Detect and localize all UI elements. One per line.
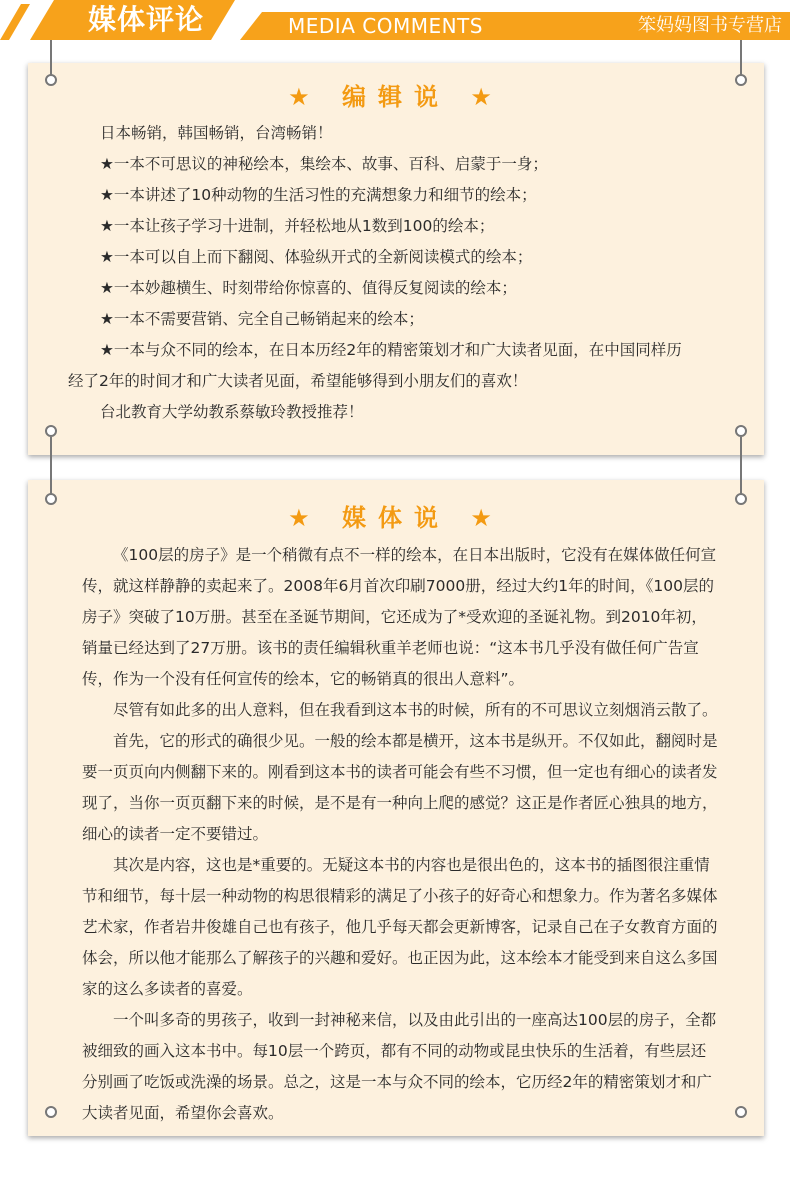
editor-line: ★一本讲述了10种动物的生活习性的充满想象力和细节的绘本； <box>100 186 537 204</box>
media-paragraph: 首先，它的形式的确很少见。一般的绘本都是横开，这本书是纵开。不仅如此，翻阅时是要一页页向内侧翻下来的。刚看到这本书的读者可能会有些不习惯，但一定也有细心的读者发现了，当你一页页翻下来的时候，是不是有一种向上爬的感觉？这正是作者匠心独具的地方，细心的读者一定不要错过。 <box>82 732 718 843</box>
hanger-line <box>740 437 742 494</box>
store-name: 笨妈妈图书专营店 <box>638 15 782 36</box>
ring-icon <box>45 74 57 86</box>
editor-line: ★一本不需要营销、完全自己畅销起来的绘本； <box>100 310 424 328</box>
editor-line: 日本畅销，韩国畅销，台湾畅销！ <box>100 124 333 142</box>
editor-line: ★一本可以自上而下翻阅、体验纵开式的全新阅读模式的绘本； <box>100 248 533 266</box>
ring-icon <box>735 74 747 86</box>
media-paragraph: 尽管有如此多的出人意料，但在我看到这本书的时候，所有的不可思议立刻烟消云散了。 <box>113 701 718 719</box>
editor-line: 经了2年的时间才和广大读者见面，希望能够得到小朋友们的喜欢！ <box>68 372 528 390</box>
editor-line: ★一本与众不同的绘本，在日本历经2年的精密策划才和广大读者见面，在中国同样历 <box>100 341 682 359</box>
ring-icon <box>45 493 57 505</box>
editor-line: ★一本不可思议的神秘绘本，集绘本、故事、百科、启蒙于一身； <box>100 155 548 173</box>
editor-body <box>68 118 720 428</box>
hanger-line <box>50 40 52 75</box>
editor-line: ★一本妙趣横生、时刻带给你惊喜的、值得反复阅读的绘本； <box>100 279 517 297</box>
media-heading: ★ 媒体说 ★ <box>288 504 504 532</box>
ring-icon <box>45 425 57 437</box>
hanger-line <box>740 40 742 75</box>
banner-subtitle: MEDIA COMMENTS <box>288 14 483 38</box>
ring-icon <box>735 493 747 505</box>
media-comments-card <box>28 480 764 1136</box>
media-paragraph: 其次是内容，这也是*重要的。无疑这本书的内容也是很出色的，这本书的插图很注重情节和细节，每十层一种动物的构思很精彩的满足了小孩子的好奇心和想象力。作为著名多媒体艺术家，作者岩井俊雄自己也有孩子，他几乎每天都会更新博客，记录自己在子女教育方面的体会，所以他才能那么了解孩子的兴趣和爱好。也正因为此，这本绘本才能受到来自这么多国家的这么多读者的喜爱。 <box>82 856 718 998</box>
editor-line: ★一本让孩子学习十进制，并轻松地从1数到100的绘本； <box>100 217 495 235</box>
editor-comments-card <box>28 63 764 455</box>
header-banner <box>0 0 790 40</box>
ring-icon <box>45 1106 57 1118</box>
ring-icon <box>735 1106 747 1118</box>
media-paragraph: 《100层的房子》是一个稍微有点不一样的绘本，在日本出版时，它没有在媒体做任何宣传，就这样静静的卖起来了。2008年6月首次印刷7000册，经过大约1年的时间，《100层的房子》突破了10万册。甚至在圣诞节期间，它还成为了*受欢迎的圣诞礼物。到2010年初，销量已经达到了27万册。该书的责任编辑秋重羊老师也说：“这本书几乎没有做任何广告宣传，作为一个没有任何宣传的绘本，它的畅销真的很出人意料”。 <box>82 546 717 688</box>
banner-title: 媒体评论 <box>88 3 205 36</box>
ring-icon <box>735 425 747 437</box>
hanger-line <box>50 437 52 494</box>
media-body <box>82 540 720 1129</box>
editor-heading: ★ 编辑说 ★ <box>288 83 504 111</box>
editor-line: 台北教育大学幼教系蔡敏玲教授推荐！ <box>100 403 364 421</box>
media-paragraph: 一个叫多奇的男孩子，收到一封神秘来信，以及由此引出的一座高达100层的房子，全都被细致的画入这本书中。每10层一个跨页，都有不同的动物或昆虫快乐的生活着，有些层还分别画了吃饭或洗澡的场景。总之，这是一本与众不同的绘本，它历经2年的精密策划才和广大读者见面，希望你会喜欢。 <box>82 1011 717 1122</box>
